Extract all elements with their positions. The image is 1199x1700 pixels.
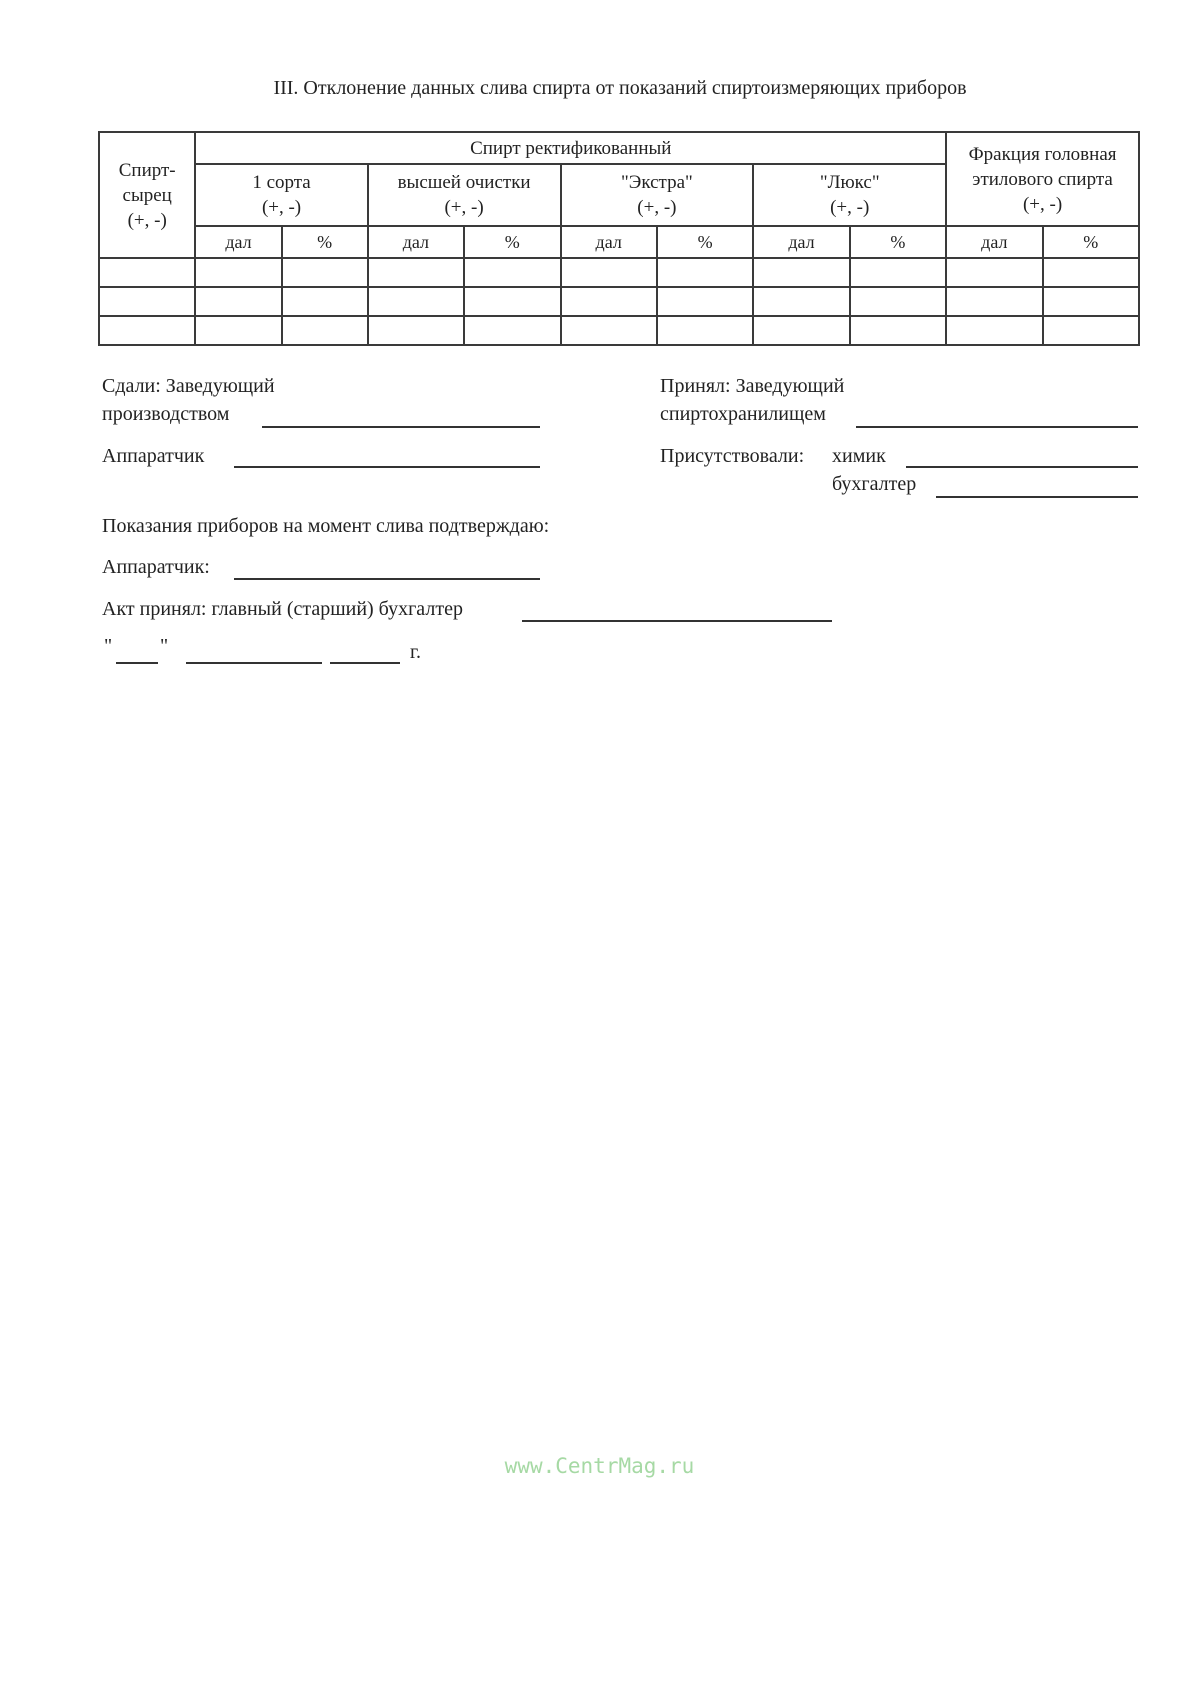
- table-cell[interactable]: [464, 287, 560, 316]
- table-cell[interactable]: [850, 258, 946, 287]
- header-highest-purity: высшей очистки (+, -): [368, 164, 561, 226]
- storage-manager-signature-line[interactable]: [856, 426, 1138, 428]
- table-cell[interactable]: [368, 258, 464, 287]
- table-cell[interactable]: [946, 287, 1042, 316]
- table-cell[interactable]: [561, 287, 657, 316]
- unit-dal: дал: [753, 226, 849, 258]
- accountant-signature-line[interactable]: [936, 496, 1138, 498]
- header-extra: "Экстра" (+, -): [561, 164, 754, 226]
- production-manager-signature-line[interactable]: [262, 426, 540, 428]
- unit-percent: %: [464, 226, 560, 258]
- operator-confirm-label: Аппаратчик:: [102, 556, 210, 578]
- date-quote-open: ": [104, 635, 113, 657]
- header-grade-1: 1 сорта (+, -): [195, 164, 367, 226]
- unit-dal: дал: [561, 226, 657, 258]
- table-cell[interactable]: [99, 316, 195, 345]
- handed-over-label-line1: Сдали: Заведующий: [102, 375, 275, 397]
- table-cell[interactable]: [282, 287, 368, 316]
- act-accepted-label: Акт принял: главный (старший) бухгалтер: [102, 598, 463, 620]
- table-cell[interactable]: [946, 258, 1042, 287]
- table-cell[interactable]: [464, 258, 560, 287]
- accountant-label: бухгалтер: [832, 473, 917, 495]
- deviation-table: [98, 131, 1140, 346]
- unit-percent: %: [282, 226, 368, 258]
- table-cell[interactable]: [1043, 258, 1139, 287]
- unit-dal: дал: [195, 226, 281, 258]
- table-cell[interactable]: [464, 316, 560, 345]
- header-raw-spirit: Спирт- сырец (+, -): [99, 132, 195, 258]
- table-cell[interactable]: [368, 287, 464, 316]
- chief-accountant-signature-line[interactable]: [522, 620, 832, 622]
- table-cell[interactable]: [850, 287, 946, 316]
- unit-percent: %: [657, 226, 753, 258]
- table-cell[interactable]: [368, 316, 464, 345]
- table-cell[interactable]: [1043, 316, 1139, 345]
- document-title: III. Отклонение данных слива спирта от показаний спиртоизмеряющих приборов: [273, 77, 967, 99]
- table-cell[interactable]: [99, 287, 195, 316]
- unit-dal: дал: [946, 226, 1042, 258]
- table-cell[interactable]: [946, 316, 1042, 345]
- table-cell[interactable]: [282, 316, 368, 345]
- operator-label: Аппаратчик: [102, 445, 205, 467]
- table-row: [99, 287, 1139, 316]
- table-cell[interactable]: [850, 316, 946, 345]
- handed-over-label-line2: производством: [102, 403, 230, 425]
- date-year-line[interactable]: [330, 662, 400, 664]
- table-cell[interactable]: [99, 258, 195, 287]
- table-cell[interactable]: [753, 316, 849, 345]
- table-cell[interactable]: [195, 316, 281, 345]
- present-label: Присутствовали:: [660, 445, 805, 467]
- table-cell[interactable]: [282, 258, 368, 287]
- confirm-readings-text: Показания приборов на момент слива подтверждаю:: [102, 515, 550, 537]
- watermark: www.CentrMag.ru: [504, 1454, 695, 1478]
- table-cell[interactable]: [657, 258, 753, 287]
- header-lux: "Люкс" (+, -): [753, 164, 946, 226]
- table-row: [99, 316, 1139, 345]
- accepted-label-line2: спиртохранилищем: [660, 403, 826, 425]
- table-cell[interactable]: [753, 287, 849, 316]
- table-cell[interactable]: [753, 258, 849, 287]
- chemist-label: химик: [832, 445, 886, 467]
- table-row: [99, 258, 1139, 287]
- table-cell[interactable]: [195, 287, 281, 316]
- chemist-signature-line[interactable]: [906, 466, 1138, 468]
- unit-percent: %: [1043, 226, 1139, 258]
- table-cell[interactable]: [561, 258, 657, 287]
- table-cell[interactable]: [561, 316, 657, 345]
- accepted-label-line1: Принял: Заведующий: [660, 375, 845, 397]
- year-suffix: г.: [410, 641, 421, 663]
- operator-confirm-signature-line[interactable]: [234, 578, 540, 580]
- date-quote-close: ": [160, 635, 169, 657]
- unit-percent: %: [850, 226, 946, 258]
- header-head-fraction: Фракция головная этилового спирта (+, -): [946, 132, 1139, 226]
- table-cell[interactable]: [657, 316, 753, 345]
- table-cell[interactable]: [1043, 287, 1139, 316]
- header-rectified-spirit: Спирт ректификованный: [195, 132, 946, 164]
- date-day-line[interactable]: [116, 662, 158, 664]
- table-cell[interactable]: [195, 258, 281, 287]
- table-cell[interactable]: [657, 287, 753, 316]
- operator-signature-line[interactable]: [234, 466, 540, 468]
- unit-dal: дал: [368, 226, 464, 258]
- date-month-line[interactable]: [186, 662, 322, 664]
